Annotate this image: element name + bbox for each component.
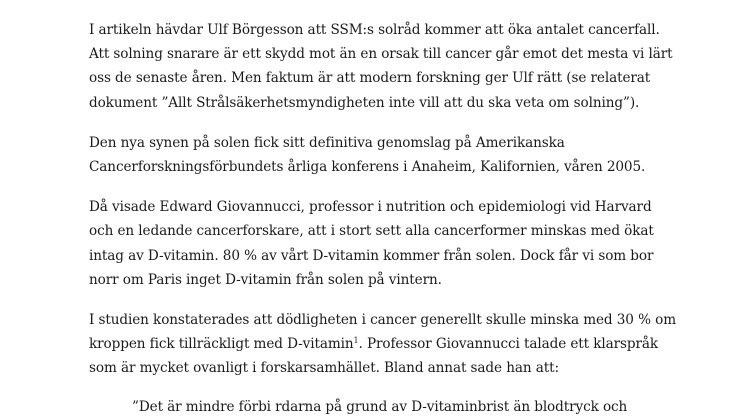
text-segment: . Professor Giovannucci talade ett klarspråk xyxy=(358,336,659,353)
paragraph-1 xyxy=(89,18,689,115)
text-line: norr om Paris inget D-vitamin från solen på vintern. xyxy=(89,271,442,288)
text-line: Då visade Edward Giovannucci, professor i nutrition och epidemiologi vid Harvard xyxy=(89,199,652,216)
text-line xyxy=(89,332,689,356)
document-body xyxy=(89,18,689,419)
text-line: I studien konstaterades att dödligheten i cancer generellt skulle minska med 30 % om xyxy=(89,312,676,329)
text-line: ”Det är mindre förbi rdarna på grund av D-vitaminbrist än blodtryck och xyxy=(132,398,628,415)
quote-paragraph xyxy=(89,395,689,419)
text-line: intag av D-vitamin. 80 % av vårt D-vitamin kommer från solen. Dock får vi som bor xyxy=(89,247,654,264)
text-line: och en ledande cancerforskare, att i stort sett alla cancerformer minskas med ökat xyxy=(89,223,654,240)
paragraph-3 xyxy=(89,195,689,292)
paragraph-2 xyxy=(89,131,689,179)
footnote-marker[interactable]: 1 xyxy=(353,336,359,346)
text-line: Cancerforskningsförbundets årliga konferens i Anaheim, Kalifornien, våren 2005. xyxy=(89,159,646,176)
text-line: som är mycket ovanligt i forskarsamhället. Bland annat sade han att: xyxy=(89,360,559,377)
text-line: oss de senaste åren. Men faktum är att modern forskning ger Ulf rätt (se relaterat xyxy=(89,70,651,87)
text-line: I artikeln hävdar Ulf Börgesson att SSM:s solråd kommer att öka antalet cancerfall. xyxy=(89,22,660,38)
text-segment: kroppen fick tillräckligt med D-vitamin xyxy=(89,336,354,353)
text-line: Den nya synen på solen fick sitt definitiva genomslag på Amerikanska xyxy=(89,134,565,151)
text-line: dokument ”Allt Strålsäkerhetsmyndigheten inte vill att du ska veta om solning”). xyxy=(89,94,640,111)
paragraph-4 xyxy=(89,308,689,381)
text-line: Att solning snarare är ett skydd mot än en orsak till cancer går emot det mesta vi lärt xyxy=(89,46,673,63)
